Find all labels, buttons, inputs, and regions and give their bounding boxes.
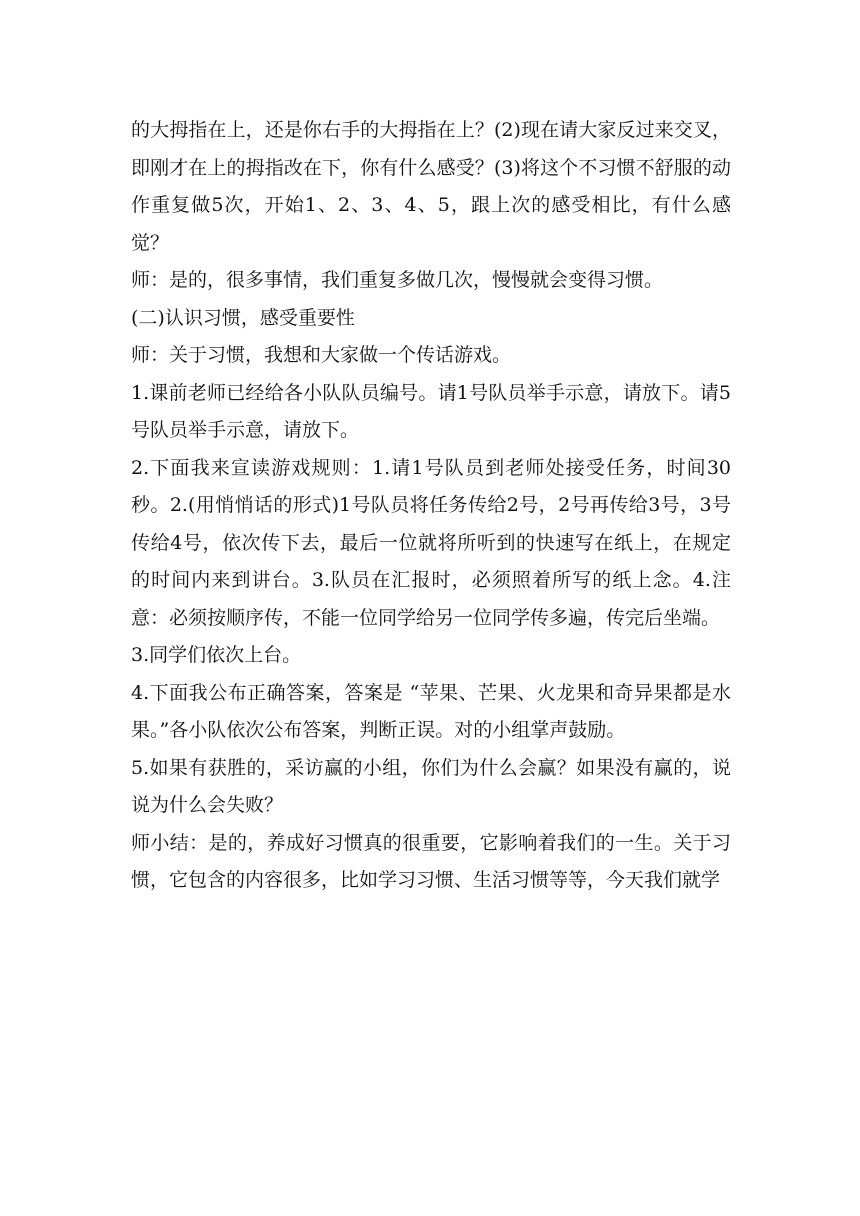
list-item-3: 3.同学们依次上台。 xyxy=(131,644,302,666)
list-item-5: 5.如果有获胜的，采访赢的小组，你们为什么会赢？如果没有赢的，说说为什么会失败？ xyxy=(131,756,731,816)
document-page xyxy=(131,112,731,900)
list-item-4: 4.下面我公布正确答案，答案是 “苹果、芒果、火龙果和奇异果都是水果。”各小队依次公布答案，判断正误。对的小组掌声鼓励。 xyxy=(131,681,731,741)
section-heading: (二)认识习惯，感受重要性 xyxy=(131,306,355,329)
paragraph-teacher-summary: 师小结：是的，养成好习惯真的很重要，它影响着我们的一生。关于习惯，它包含的内容很多，比如学习习惯、生活习惯等等，今天我们就学 xyxy=(131,831,731,891)
list-item-1: 1.课前老师已经给各小队队员编号。请1号队员举手示意，请放下。请5号队员举手示意，请放下。 xyxy=(131,381,731,441)
paragraph-teacher-habit: 师：是的，很多事情，我们重复多做几次，慢慢就会变得习惯。 xyxy=(131,269,664,291)
list-item-2: 2.下面我来宣读游戏规则：1.请1号队员到老师处接受任务，时间30秒。2.(用悄悄话的形式)1号队员将任务传给2号，2号再传给3号，3号传给4号，依次传下去，最后一位就将所听到的快速写在纸上，在规定的时间内来到讲台。3.队员在汇报时，必须照着所写的纸上念。4.注意：必须按顺序传，不能一位同学给另一位同学传多遍，传完后坐端。 xyxy=(131,456,731,629)
paragraph-thumb-exercise: 的大拇指在上，还是你右手的大拇指在上？(2)现在请大家反过来交叉，即刚才在上的拇指改在下，你有什么感受？(3)将这个不习惯不舒服的动作重复做5次，开始1、2、3、4、5，跟上次的感受相比，有什么感觉？ xyxy=(131,119,731,254)
paragraph-teacher-game: 师：关于习惯，我想和大家做一个传话游戏。 xyxy=(131,344,512,366)
